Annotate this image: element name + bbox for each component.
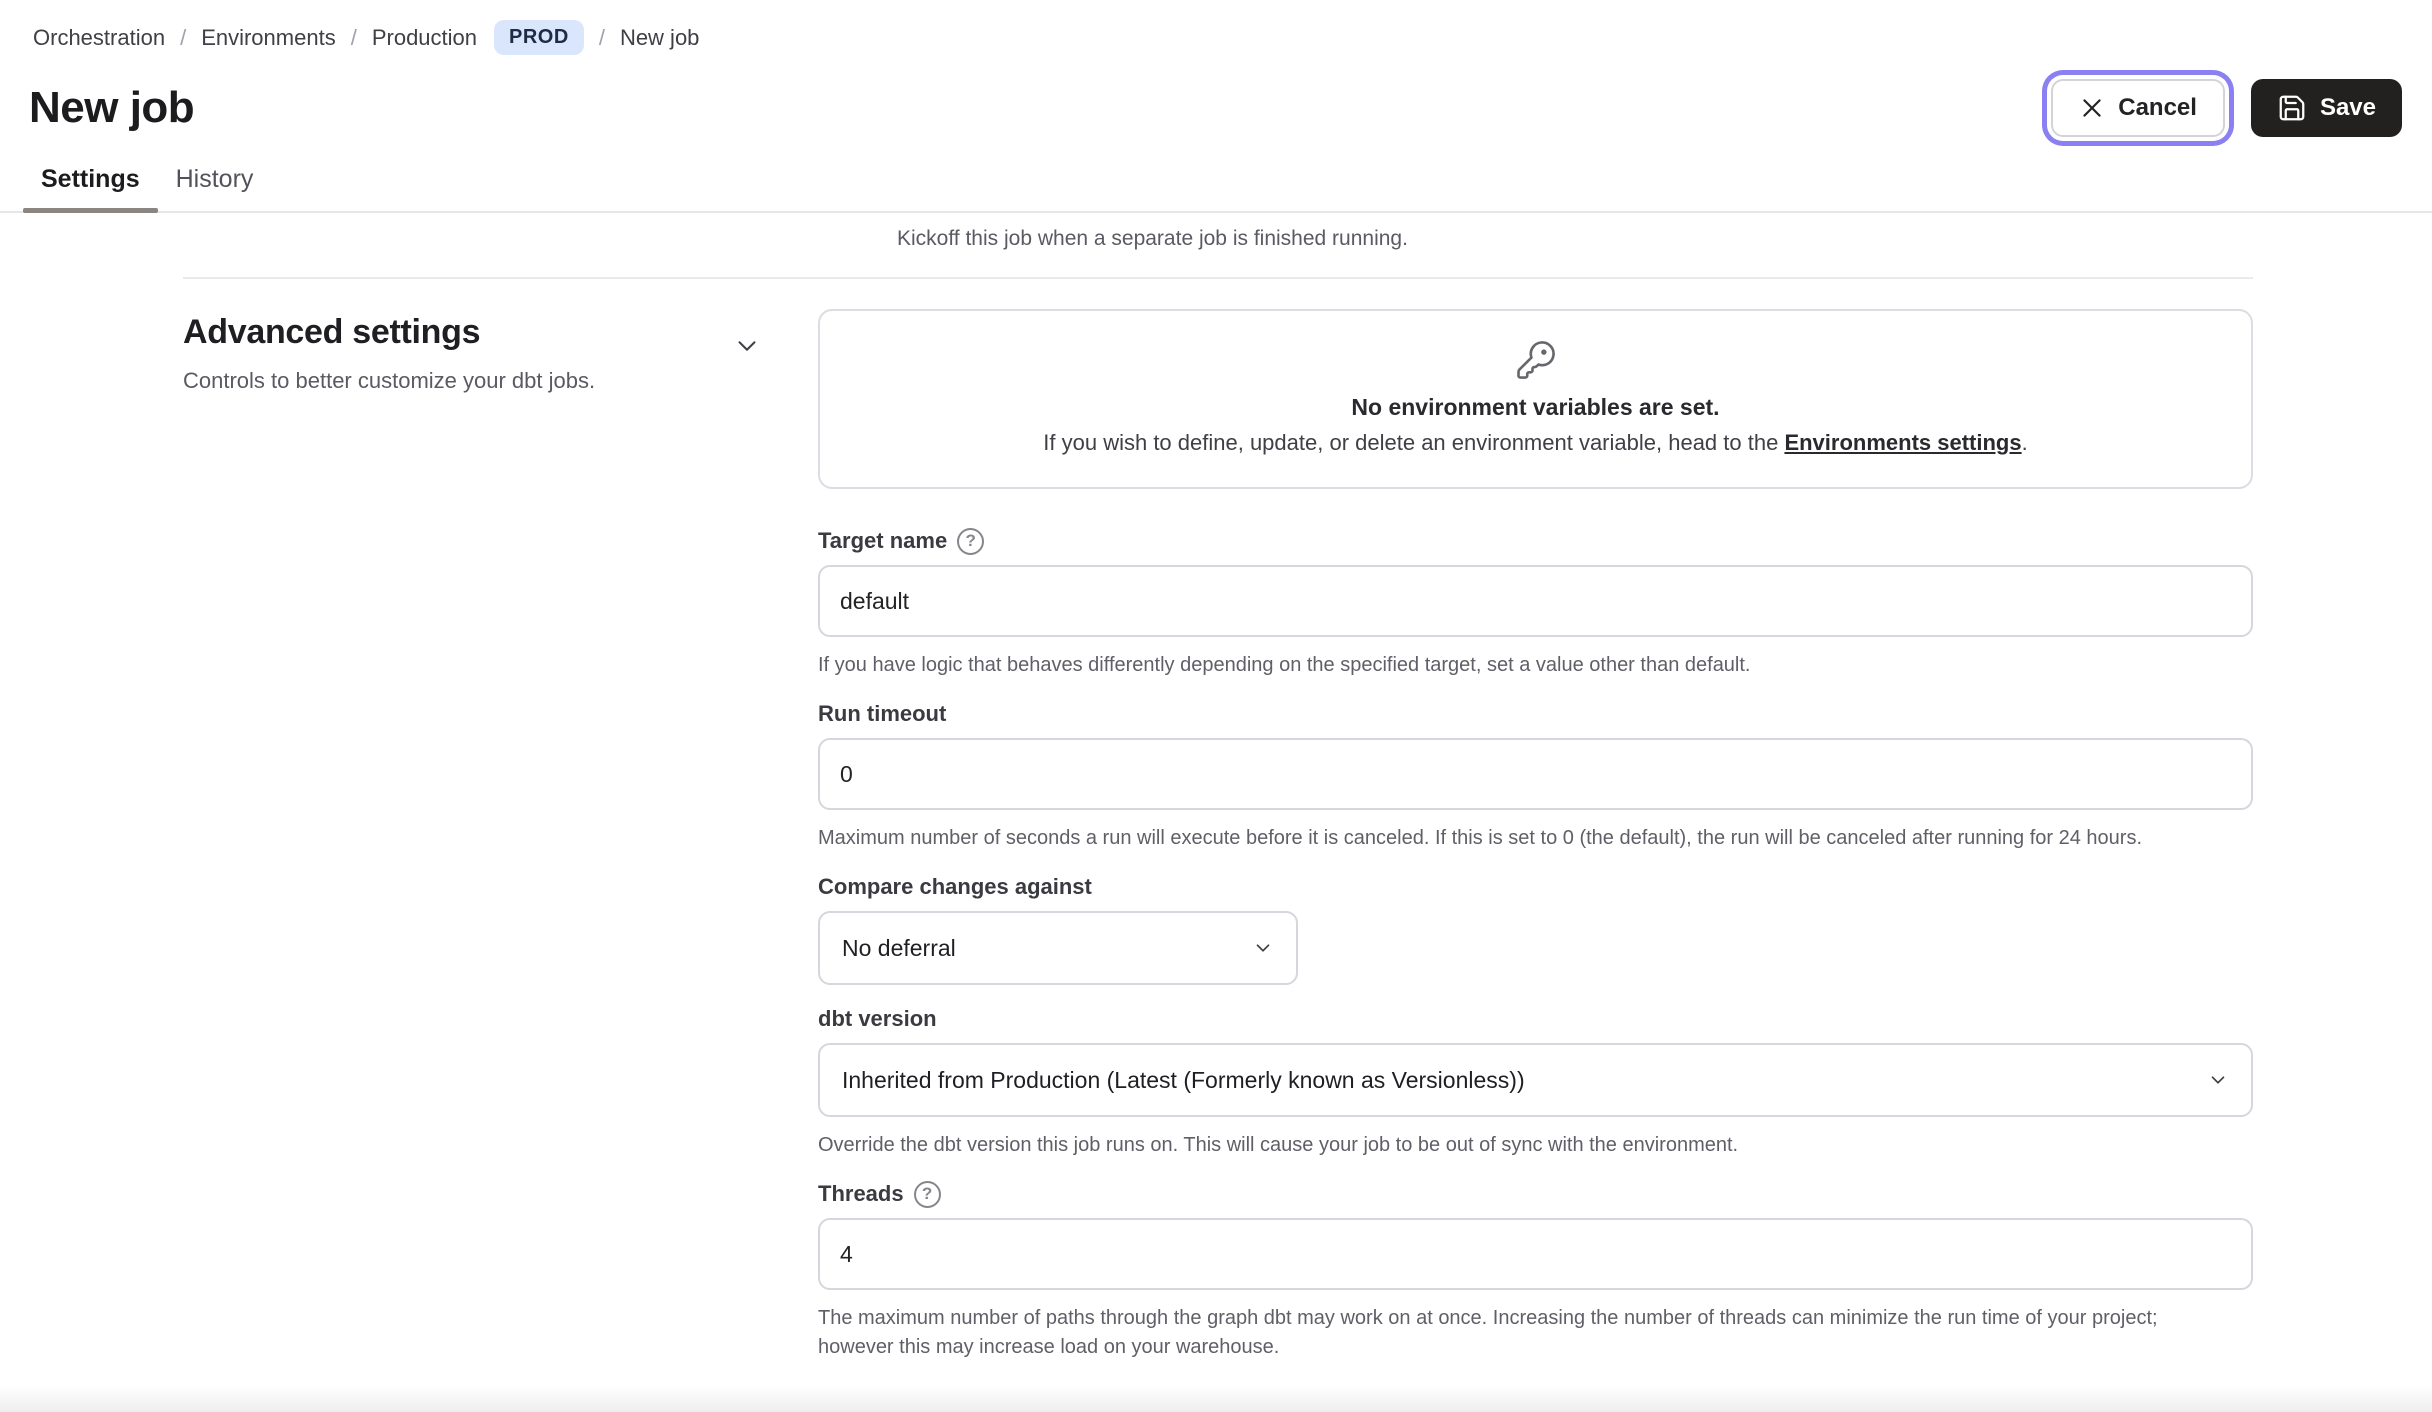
dbt-version-label-text: dbt version [818,1006,937,1031]
advanced-settings-title: Advanced settings [183,313,481,351]
target-name-helper: If you have logic that behaves differently depending on the specified target, set a value other than default. [818,654,1751,676]
env-vars-message-period: . [2021,430,2028,455]
threads-label-text: Threads [818,1181,904,1206]
breadcrumb-item-environments[interactable]: Environments [201,24,336,50]
env-vars-empty-message [1043,429,2027,457]
breadcrumb-separator: / [350,24,357,50]
cancel-button-label: Cancel [2118,94,2197,121]
threads-field-group [818,1180,2253,1362]
breadcrumb-separator: / [598,24,605,50]
compare-changes-selected-value: No deferral [842,934,956,961]
compare-changes-label-text: Compare changes against [818,874,1092,899]
dbt-version-helper: Override the dbt version this job runs on. This will cause your job to be out of sync with the environment. [818,1134,1739,1156]
dbt-version-label [818,1005,2253,1033]
run-timeout-helper: Maximum number of seconds a run will execute before it is canceled. If this is set to 0 (the default), the run will be canceled after running for 24 hours. [818,827,2143,849]
target-name-label [818,527,2253,555]
environments-settings-link[interactable]: Environments settings [1784,430,2022,455]
advanced-settings-header [183,309,768,1362]
environment-prod-badge: PROD [494,20,584,55]
chevron-down-icon [1252,937,1274,959]
compare-changes-label [818,873,2253,901]
threads-input[interactable] [818,1218,2253,1290]
key-icon [1515,339,1557,381]
dbt-version-selected-value: Inherited from Production (Latest (Formerly known as Versionless)) [842,1066,1525,1093]
run-timeout-field-group [818,700,2253,853]
page-title: New job [29,83,195,132]
tab-bar [0,165,2432,213]
tab-settings[interactable]: Settings [23,165,158,211]
threads-label [818,1180,2253,1208]
tab-history[interactable]: History [175,165,254,193]
dbt-version-select[interactable] [818,1043,2253,1117]
advanced-settings-description: Controls to better customize your dbt jobs. [183,368,596,393]
env-vars-message-text: If you wish to define, update, or delete an environment variable, head to the [1043,430,1785,455]
breadcrumb-item-orchestration[interactable]: Orchestration [33,24,166,50]
scroll-fade [0,1386,2432,1412]
compare-changes-field-group [818,873,2253,985]
breadcrumb [0,0,2432,55]
page-header [0,79,2432,137]
chevron-down-icon [2207,1069,2229,1091]
target-name-input[interactable] [818,565,2253,637]
run-timeout-input[interactable] [818,738,2253,810]
environment-variables-empty-card [818,309,2253,489]
question-circle-icon[interactable]: ? [914,1181,941,1208]
run-timeout-label [818,700,2253,728]
target-name-label-text: Target name [818,528,948,553]
compare-changes-select[interactable] [818,911,1298,985]
breadcrumb-item-current: New job [619,24,700,50]
env-vars-empty-title: No environment variables are set. [1351,394,1720,420]
dbt-version-field-group [818,1005,2253,1160]
breadcrumb-separator: / [180,24,187,50]
x-icon [2079,95,2105,121]
cancel-button[interactable] [2051,79,2225,137]
advanced-settings-section [183,309,2253,1362]
section-divider [183,277,2253,279]
breadcrumb-item-production[interactable]: Production [371,24,478,50]
chevron-down-icon[interactable] [732,331,762,366]
threads-helper: The maximum number of paths through the graph dbt may work on at once. Increasing the number of threads can minimize the run time of your project; however this may increase load on your warehouse. [818,1307,2158,1358]
header-actions [2051,79,2402,137]
save-button-label: Save [2319,94,2376,121]
run-timeout-label-text: Run timeout [818,701,947,726]
advanced-settings-fields [818,309,2253,1362]
question-circle-icon[interactable]: ? [957,528,984,555]
run-when-job-finishes-helper: Kickoff this job when a separate job is finished running. [897,227,1408,250]
floppy-disk-icon [2277,93,2307,123]
save-button[interactable] [2251,79,2402,137]
target-name-field-group [818,527,2253,680]
